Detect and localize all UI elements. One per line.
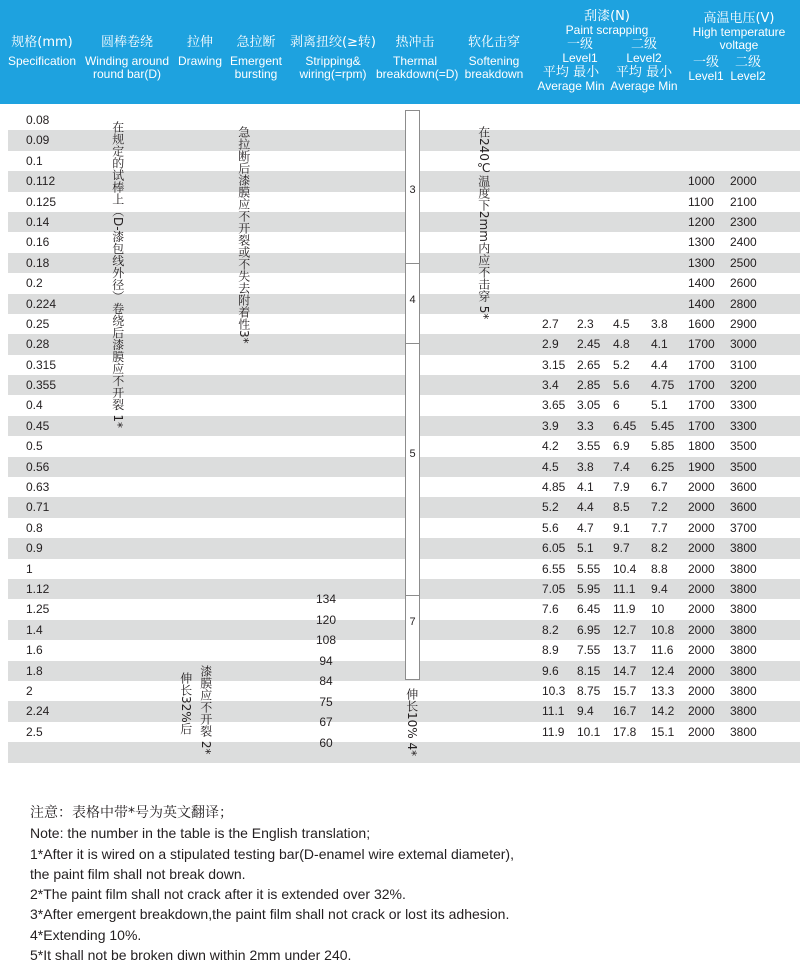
header-voltage-en1: High temperature [692,25,786,40]
table-row [8,457,800,477]
paint-scrapping-cell: 8.8 [651,561,668,576]
spec-cell: 2.24 [26,704,50,719]
paint-scrapping-cell: 11.1 [542,704,565,719]
footnotes [30,803,790,962]
spec-cell: 1.4 [26,622,43,637]
paint-scrapping-cell: 3.15 [542,357,566,372]
voltage-cell: 2000 [688,561,715,576]
voltage-cell: 1700 [688,378,715,393]
voltage-cell: 3600 [730,500,757,515]
table-row [8,497,800,517]
spec-cell: 1.6 [26,643,43,658]
stripping-value: 84 [319,674,333,688]
paint-scrapping-cell: 5.1 [577,541,594,556]
table-row [8,599,800,619]
header-stripping-en2: wiring(=rpm) [299,67,367,82]
paint-scrapping-cell: 3.55 [577,439,601,454]
paint-scrapping-cell: 7.2 [651,500,668,515]
header-min-zh: 最小 [573,65,600,80]
spec-cell: 0.9 [26,541,43,556]
thermal-divider [405,595,420,596]
paint-scrapping-cell: 9.7 [613,541,630,556]
paint-scrapping-cell: 12.7 [613,622,637,637]
paint-scrapping-cell: 5.2 [613,357,630,372]
paint-scrapping-cell: 10.3 [542,683,566,698]
voltage-cell: 1800 [688,439,715,454]
header-voltage [682,12,796,53]
spec-cell: 0.18 [26,255,50,270]
header-min2-en: Min [658,79,678,94]
spec-cell: 0.28 [26,337,50,352]
paint-scrapping-cell: 3.05 [577,398,601,413]
paint-scrapping-cell: 9.4 [577,704,594,719]
header-bursting-zh: 急拉断 [236,35,276,50]
header-paint-l1-zh: 一级 [566,37,593,52]
header-spec [4,36,80,68]
header-paint-level1 [552,38,608,65]
paint-scrapping-cell: 9.1 [613,520,630,535]
paint-scrapping-cell: 2.45 [577,337,601,352]
voltage-cell: 1700 [688,398,715,413]
voltage-cell: 2400 [730,235,757,250]
header-stripping-en1: Stripping& [305,54,361,69]
paint-scrapping-cell: 8.5 [613,500,630,515]
voltage-cell: 3200 [730,378,757,393]
paint-scrapping-cell: 5.45 [651,418,675,433]
table-row [8,395,800,415]
paint-scrapping-cell: 14.2 [651,704,675,719]
paint-scrapping-cell: 3.9 [542,418,559,433]
header-thermal-zh: 热冲击 [395,35,435,50]
paint-scrapping-cell: 6.7 [651,480,668,495]
header-voltage-l1-zh: 一级 [692,55,719,70]
header-voltage-level1 [684,56,728,83]
paint-scrapping-cell: 11.9 [542,724,565,739]
spec-cell: 0.112 [26,174,56,189]
paint-scrapping-cell: 7.55 [577,643,601,658]
voltage-cell: 2000 [688,500,715,515]
paint-scrapping-cell: 6.45 [577,602,601,617]
paint-scrapping-cell: 6.25 [651,459,675,474]
header-paint-l2-en: Level2 [626,51,662,66]
voltage-cell: 2000 [688,622,715,637]
spec-cell: 0.14 [26,214,50,229]
header-thermal [376,35,459,82]
table-row [8,559,800,579]
paint-scrapping-cell: 8.75 [577,683,601,698]
table-row [8,538,800,558]
voltage-cell: 2000 [688,520,715,535]
paint-scrapping-cell: 3.8 [577,459,594,474]
header-spec-en: Specification [7,54,77,69]
paint-scrapping-cell: 8.15 [577,663,601,678]
paint-scrapping-cell: 4.8 [613,337,630,352]
voltage-cell: 2000 [688,663,715,678]
header-min-en: Min [585,79,605,94]
voltage-cell: 2300 [730,214,757,229]
thermal-shock-bar [405,110,420,680]
spec-cell: 0.355 [26,378,57,393]
spec-cell: 2 [26,683,33,698]
header-paint-l1-cols [534,66,608,93]
header-thermal-en1: Thermal [392,54,437,69]
paint-scrapping-cell: 6.45 [613,418,637,433]
voltage-cell: 2000 [688,704,715,719]
paint-scrapping-cell: 11.9 [613,602,636,617]
voltage-cell: 1700 [688,357,715,372]
paint-scrapping-cell: 9.4 [651,581,668,596]
paint-scrapping-cell: 3.8 [651,316,668,331]
paint-scrapping-cell: 10.1 [577,724,601,739]
table-header [0,0,800,104]
voltage-cell: 1400 [688,276,715,291]
spec-cell: 0.8 [26,520,43,535]
voltage-cell: 2000 [688,683,715,698]
paint-scrapping-cell: 7.05 [542,581,566,596]
paint-scrapping-cell: 4.1 [577,480,594,495]
stripping-value: 94 [319,653,333,668]
paint-scrapping-cell: 6.95 [577,622,601,637]
header-softening-en2: breakdown [464,67,524,82]
table-row [8,314,800,334]
stripping-values [306,592,346,756]
spec-cell: 1 [26,561,33,576]
header-drawing-en: Drawing [177,54,222,69]
voltage-cell: 3800 [730,561,757,576]
header-voltage-l2-zh: 二级 [734,55,761,70]
spec-cell: 0.125 [26,194,57,209]
drawing-note-a: 伸长32%后 [178,672,193,735]
table-row [8,212,800,232]
paint-scrapping-cell: 4.1 [651,337,668,352]
spec-cell: 0.224 [26,296,57,311]
table-row [8,110,800,130]
voltage-cell: 2500 [730,255,757,270]
paint-scrapping-cell: 9.6 [542,663,559,678]
paint-scrapping-cell: 7.7 [651,520,668,535]
table-row [8,294,800,314]
header-voltage-level2 [726,56,770,83]
voltage-cell: 3800 [730,683,757,698]
stripping-value: 60 [319,735,333,750]
voltage-cell: 1300 [688,255,715,270]
paint-scrapping-cell: 6.9 [613,439,630,454]
voltage-cell: 2000 [688,643,715,658]
table-row [8,661,800,681]
voltage-cell: 2100 [730,194,757,209]
paint-scrapping-cell: 10.4 [613,561,637,576]
voltage-cell: 3300 [730,418,757,433]
table-body [8,110,798,763]
paint-scrapping-cell: 3.3 [577,418,594,433]
paint-scrapping-cell: 2.3 [577,316,594,331]
stripping-value: 75 [319,694,333,709]
paint-scrapping-cell: 11.1 [613,581,636,596]
spec-cell: 0.5 [26,439,43,454]
paint-scrapping-cell: 12.4 [651,663,675,678]
note-line: the paint film shall not break down. [30,865,246,882]
header-paint-l2-cols [606,66,682,93]
drawing-note-b: 漆膜应不开裂 2* [198,665,213,755]
header-bursting-en1: Emergent [229,54,283,69]
paint-scrapping-cell: 5.1 [651,398,668,413]
spec-cell: 0.1 [26,153,43,168]
paint-scrapping-cell: 2.85 [577,378,601,393]
voltage-cell: 3100 [730,357,757,372]
voltage-cell: 3800 [730,581,757,596]
paint-scrapping-cell: 16.7 [613,704,637,719]
header-voltage-l2-en: Level2 [730,69,766,84]
paint-scrapping-cell: 15.7 [613,683,637,698]
header-winding-en2: round bar(D) [92,67,162,82]
paint-scrapping-cell: 7.4 [613,459,630,474]
spec-cell: 0.09 [26,133,50,148]
voltage-cell: 3800 [730,663,757,678]
header-paint-zh: 刮漆(N) [584,9,630,24]
spec-cell: 0.4 [26,398,43,413]
table-row [8,253,800,273]
spec-cell: 0.25 [26,316,50,331]
paint-scrapping-cell: 8.2 [542,622,559,637]
paint-scrapping-cell: 10 [651,602,665,617]
stripping-value: 134 [315,592,337,606]
table-row [8,640,800,660]
table-row [8,416,800,436]
voltage-cell: 3800 [730,643,757,658]
spec-cell: 0.08 [26,113,50,127]
header-winding-en1: Winding around [84,54,170,69]
voltage-cell: 2600 [730,276,757,291]
softening-note: 在240℃温度下2mm内应不击穿 5* [476,126,491,320]
table-row [8,579,800,599]
thermal-divider [405,263,420,264]
header-drawing-zh: 拉伸 [186,35,213,50]
paint-scrapping-cell: 7.6 [542,602,559,617]
header-avg2-en: Average [610,79,655,94]
paint-scrapping-cell: 13.7 [613,643,637,658]
paint-scrapping-cell: 5.6 [613,378,630,393]
table-row [8,355,800,375]
thermal-value: 7 [409,616,416,628]
voltage-cell: 1700 [688,418,715,433]
header-paint-en: Paint scrapping [565,23,649,38]
voltage-cell: 1300 [688,235,715,250]
voltage-cell: 1000 [688,174,715,189]
paint-scrapping-cell: 4.4 [577,500,594,515]
paint-scrapping-cell: 4.5 [613,316,630,331]
paint-scrapping-cell: 4.7 [577,520,594,535]
table-row [8,375,800,395]
paint-scrapping-cell: 4.85 [542,480,566,495]
voltage-cell: 2900 [730,316,757,331]
spec-cell: 0.315 [26,357,57,372]
voltage-cell: 3800 [730,704,757,719]
voltage-cell: 2000 [688,602,715,617]
paint-scrapping-cell: 14.7 [613,663,637,678]
voltage-cell: 2000 [688,480,715,495]
paint-scrapping-cell: 17.8 [613,724,637,739]
paint-scrapping-cell: 4.4 [651,357,668,372]
paint-scrapping-cell: 4.5 [542,459,559,474]
header-winding [78,36,176,82]
spec-cell: 0.16 [26,235,50,250]
spec-cell: 0.63 [26,480,50,495]
voltage-cell: 1200 [688,214,715,229]
header-paint-level2 [616,38,672,65]
spec-cell: 1.12 [26,581,50,596]
voltage-cell: 3500 [730,439,757,454]
bursting-note: 急拉断后漆膜应不开裂或不失去附着性3* [236,126,251,344]
paint-scrapping-cell: 13.3 [651,683,675,698]
header-softening-en1: Softening [468,54,520,69]
table-row [8,171,800,191]
paint-scrapping-cell: 5.95 [577,581,601,596]
table-row [8,518,800,538]
header-avg-zh: 平均 [542,65,569,80]
paint-scrapping-cell: 2.7 [542,316,559,331]
table-row [8,436,800,456]
stripping-value: 108 [315,633,337,647]
note-line: 2*The paint film shall not crack after it is extended over 32%. [30,886,406,903]
stripping-value: 120 [315,612,337,627]
voltage-cell: 1900 [688,459,715,474]
header-avg-en: Average [537,79,582,94]
header-spec-zh: 规格(mm) [11,35,73,50]
paint-scrapping-cell: 5.6 [542,520,559,535]
paint-scrapping-cell: 3.4 [542,378,559,393]
header-paint-l1-en: Level1 [562,51,598,66]
paint-scrapping-cell: 15.1 [651,724,675,739]
note-line: Note: the number in the table is the English translation; [30,825,371,842]
voltage-cell: 3600 [730,480,757,495]
table-row [8,151,800,171]
note-line: 注意：表格中带*号为英文翻译； [30,805,233,821]
header-avg2-zh: 平均 [615,65,642,80]
thermal-note: 伸长10% 4* [404,688,419,757]
voltage-cell: 3700 [730,520,757,535]
header-paint [534,10,680,37]
voltage-cell: 2800 [730,296,757,311]
table-row [8,334,800,354]
paint-scrapping-cell: 4.75 [651,378,675,393]
header-voltage-l1-en: Level1 [688,69,724,84]
voltage-cell: 3800 [730,541,757,556]
spec-cell: 0.45 [26,418,50,433]
thermal-divider [405,343,420,344]
paint-scrapping-cell: 8.9 [542,643,559,658]
spec-cell: 0.71 [26,500,50,515]
table-row [8,477,800,497]
voltage-cell: 3800 [730,724,757,739]
paint-scrapping-cell: 7.9 [613,480,630,495]
table-row [8,130,800,150]
voltage-cell: 1100 [688,194,714,209]
paint-scrapping-cell: 5.2 [542,500,559,515]
table-row [8,273,800,293]
table-row [8,232,800,252]
voltage-cell: 3300 [730,398,757,413]
header-stripping-zh: 剥离扭绞(≥转) [289,35,377,50]
voltage-cell: 2000 [688,724,715,739]
header-bursting [226,36,286,82]
header-stripping [286,36,380,82]
thermal-value: 5 [409,448,416,460]
paint-scrapping-cell: 6.05 [542,541,566,556]
voltage-cell: 1600 [688,316,715,331]
header-softening-zh: 软化击穿 [467,35,520,50]
voltage-cell: 3500 [730,459,757,474]
note-line: 4*Extending 10%. [30,926,142,943]
paint-scrapping-cell: 10.8 [651,622,675,637]
spec-cell: 1.25 [26,602,50,617]
thermal-value: 4 [409,294,416,306]
header-min2-zh: 最小 [646,65,673,80]
paint-scrapping-cell: 5.55 [577,561,601,576]
table-row [8,620,800,640]
spec-cell: 0.56 [26,459,50,474]
voltage-cell: 2000 [730,174,757,189]
spec-cell: 2.5 [26,724,43,739]
paint-scrapping-cell: 6 [613,398,620,413]
voltage-cell: 3800 [730,602,757,617]
paint-scrapping-cell: 11.6 [651,643,674,658]
header-drawing [174,36,226,68]
note-line: 3*After emergent breakdown,the paint film shall not crack or lost its adhesion. [30,906,510,923]
spec-cell: 1.8 [26,663,43,678]
voltage-cell: 3000 [730,337,757,352]
note-line: 1*After it is wired on a stipulated testing bar(D-enamel wire extemal diameter), [30,845,514,862]
paint-scrapping-cell: 6.55 [542,561,566,576]
header-winding-zh: 圆棒卷绕 [100,35,153,50]
table-row [8,192,800,212]
stripping-value: 67 [319,715,333,729]
paint-scrapping-cell: 8.2 [651,541,668,556]
header-thermal-en2: breakdown(=D) [376,67,459,82]
header-paint-l2-zh: 二级 [630,37,657,52]
spec-cell: 0.2 [26,276,43,291]
paint-scrapping-cell: 2.9 [542,337,559,352]
voltage-cell: 1400 [688,296,715,311]
header-voltage-en2: voltage [719,38,759,53]
voltage-cell: 3800 [730,622,757,637]
voltage-cell: 2000 [688,581,715,596]
header-voltage-zh: 高温电压(V) [703,11,775,26]
header-bursting-en2: bursting [234,67,278,82]
header-softening [456,36,532,82]
paint-scrapping-cell: 4.2 [542,439,559,454]
voltage-cell: 1700 [688,337,715,352]
thermal-value: 3 [409,184,416,196]
paint-scrapping-cell: 3.65 [542,398,566,413]
note-line: 5*It shall not be broken diwn within 2mm under 240. [30,947,352,962]
winding-note: 在规定的试棒上（D-漆包线外径）卷绕后漆膜应不开裂 1* [110,121,125,429]
paint-scrapping-cell: 5.85 [651,439,675,454]
voltage-cell: 2000 [688,541,715,556]
paint-scrapping-cell: 2.65 [577,357,601,372]
